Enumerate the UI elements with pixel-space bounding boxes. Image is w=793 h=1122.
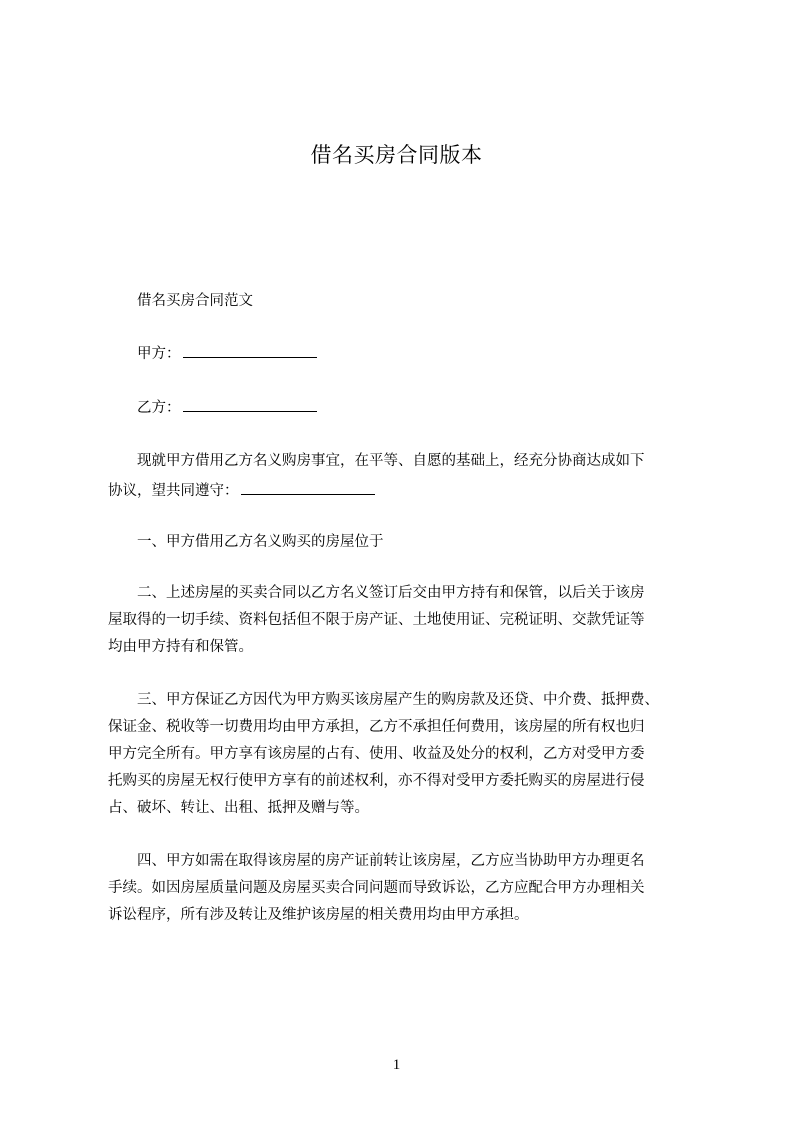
intro-blank xyxy=(241,479,375,495)
clause-2-line-2: 屋取得的一切手续、资料包括但不限于房产证、土地使用证、完税证明、交款凭证等 xyxy=(108,612,645,628)
document-subtitle: 借名买房合同范文 xyxy=(137,293,253,309)
clause-3-line-1: 三、甲方保证乙方因代为甲方购买该房屋产生的购房款及还贷、中介费、抵押费、 xyxy=(137,692,659,708)
clause-4-line-1: 四、甲方如需在取得该房屋的房产证前转让该房屋，乙方应当协助甲方办理更名 xyxy=(137,853,645,869)
document-title: 借名买房合同版本 xyxy=(310,143,483,167)
clause-3-line-4: 托购买的房屋无权行使甲方享有的前述权利，亦不得对受甲方委托购买的房屋进行侵 xyxy=(108,773,645,789)
party-b-line xyxy=(137,396,737,420)
party-b-label: 乙方： xyxy=(137,400,181,416)
clause-3-line-3: 甲方完全所有。甲方享有该房屋的占有、使用、收益及处分的权利，乙方对受甲方委 xyxy=(108,746,645,762)
clause-3-line-2: 保证金、税收等一切费用均由甲方承担，乙方不承担任何费用，该房屋的所有权也归 xyxy=(108,719,645,735)
clause-3-line-5: 占、破坏、转让、出租、抵押及赠与等。 xyxy=(108,800,369,816)
page-number: 1 xyxy=(392,1057,401,1073)
intro-line-1: 现就甲方借用乙方名义购房事宜，在平等、自愿的基础上，经充分协商达成如下 xyxy=(137,453,645,469)
clause-2-line-1: 二、上述房屋的买卖合同以乙方名义签订后交由甲方持有和保管，以后关于该房 xyxy=(137,585,645,601)
intro-line-2 xyxy=(108,479,708,503)
clause-1-line-1: 一、甲方借用乙方名义购买的房屋位于 xyxy=(137,534,384,550)
party-a-blank xyxy=(183,342,317,358)
intro-line-2-text: 协议，望共同遵守： xyxy=(108,483,239,499)
clause-4-line-3: 诉讼程序，所有涉及转让及维护该房屋的相关费用均由甲方承担。 xyxy=(108,907,529,923)
clause-2-line-3: 均由甲方持有和保管。 xyxy=(108,639,253,655)
party-a-label: 甲方： xyxy=(137,346,181,362)
party-a-line xyxy=(137,342,737,366)
clause-4-line-2: 手续。如因房屋质量问题及房屋买卖合同问题而导致诉讼，乙方应配合甲方办理相关 xyxy=(108,880,645,896)
party-b-blank xyxy=(183,396,317,412)
